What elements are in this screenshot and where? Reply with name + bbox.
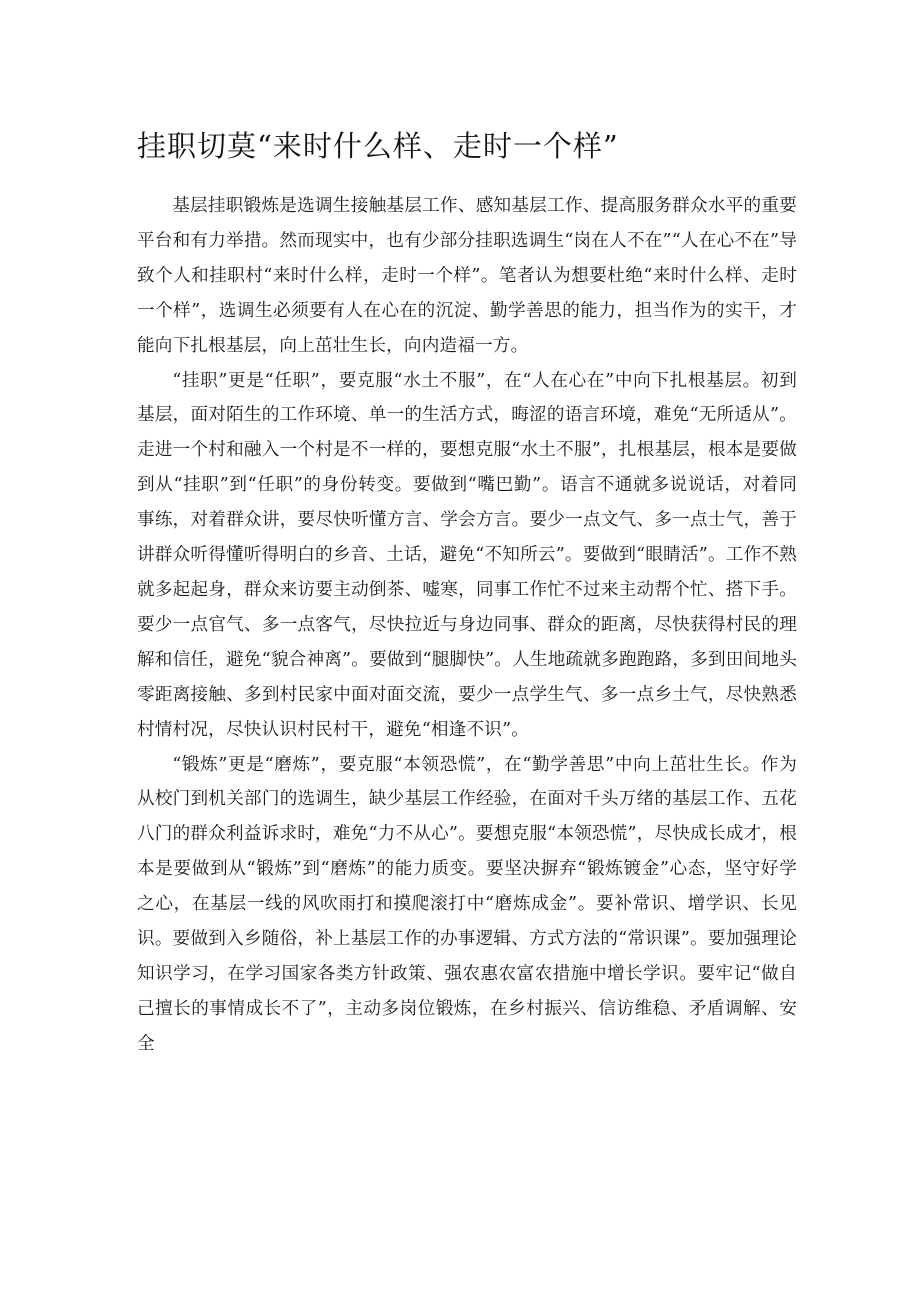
paragraph-intro: 基层挂职锻炼是选调生接触基层工作、感知基层工作、提高服务群众水平的重要平台和有力举措。然而现实中，也有少部分挂职选调生“岗在人不在”“人在心不在”导致个人和挂职村“来时什么样，走时一个样”。笔者认为想要杜绝“来时什么样、走时一个样”，选调生必须要有人在心在的沉淀、勤学善思的能力，担当作为的实干，才能向下扎根基层，向上茁壮生长，向内造福一方。 <box>137 196 797 356</box>
document-title: 挂职切莫“来时什么样、走时一个样” <box>137 129 619 163</box>
paragraph-duanlian: “锻炼”更是“磨炼”，要克服“本领恐慌”，在“勤学善思”中向上茁壮生长。作为从校门到机关部门的选调生，缺少基层工作经验，在面对千头万绪的基层工作、五花八门的群众利益诉求时，难免“力不从心”。要想克服“本领恐慌”，尽快成长成才，根本是要做到从“锻炼”到“磨炼”的能力质变。要坚决摒弃“锻炼镀金”心态，坚守好学之心，在基层一线的风吹雨打和摸爬滚打中“磨炼成金”。要补常识、增学识、长见识。要做到入乡随俗，补上基层工作的办事逻辑、方式方法的“常识课”。要加强理论知识学习，在学习国家各类方针政策、强农惠农富农措施中增长学识。要牢记“做自己擅长的事情成长不了”，主动多岗位锻炼，在乡村振兴、信访维稳、矛盾调解、安全 <box>137 754 797 1054</box>
paragraph-guazhi: “挂职”更是“任职”，要克服“水土不服”，在“人在心在”中向下扎根基层。初到基层，面对陌生的工作环境、单一的生活方式，晦涩的语言环境，难免“无所适从”。走进一个村和融入一个村是不一样的，要想克服“水土不服”，扎根基层，根本是要做到从“挂职”到“任职”的身份转变。要做到“嘴巴勤”。语言不通就多说说话，对着同事练，对着群众讲，要尽快听懂方言、学会方言。要少一点文气、多一点士气，善于讲群众听得懂听得明白的乡音、土话，避免“不知所云”。要做到“眼睛活”。工作不熟就多起起身，群众来访要主动倒茶、嘘寒，同事工作忙不过来主动帮个忙、搭下手。要少一点官气、多一点客气，尽快拉近与身边同事、群众的距离，尽快获得村民的理解和信任，避免“貌合神离”。要做到“腿脚快”。人生地疏就多跑跑路，多到田间地头零距离接触、多到村民家中面对面交流，要少一点学生气、多一点乡土气，尽快熟悉村情村况，尽快认识村民村干，避免“相逢不识”。 <box>137 370 797 740</box>
document-body <box>137 189 797 1062</box>
